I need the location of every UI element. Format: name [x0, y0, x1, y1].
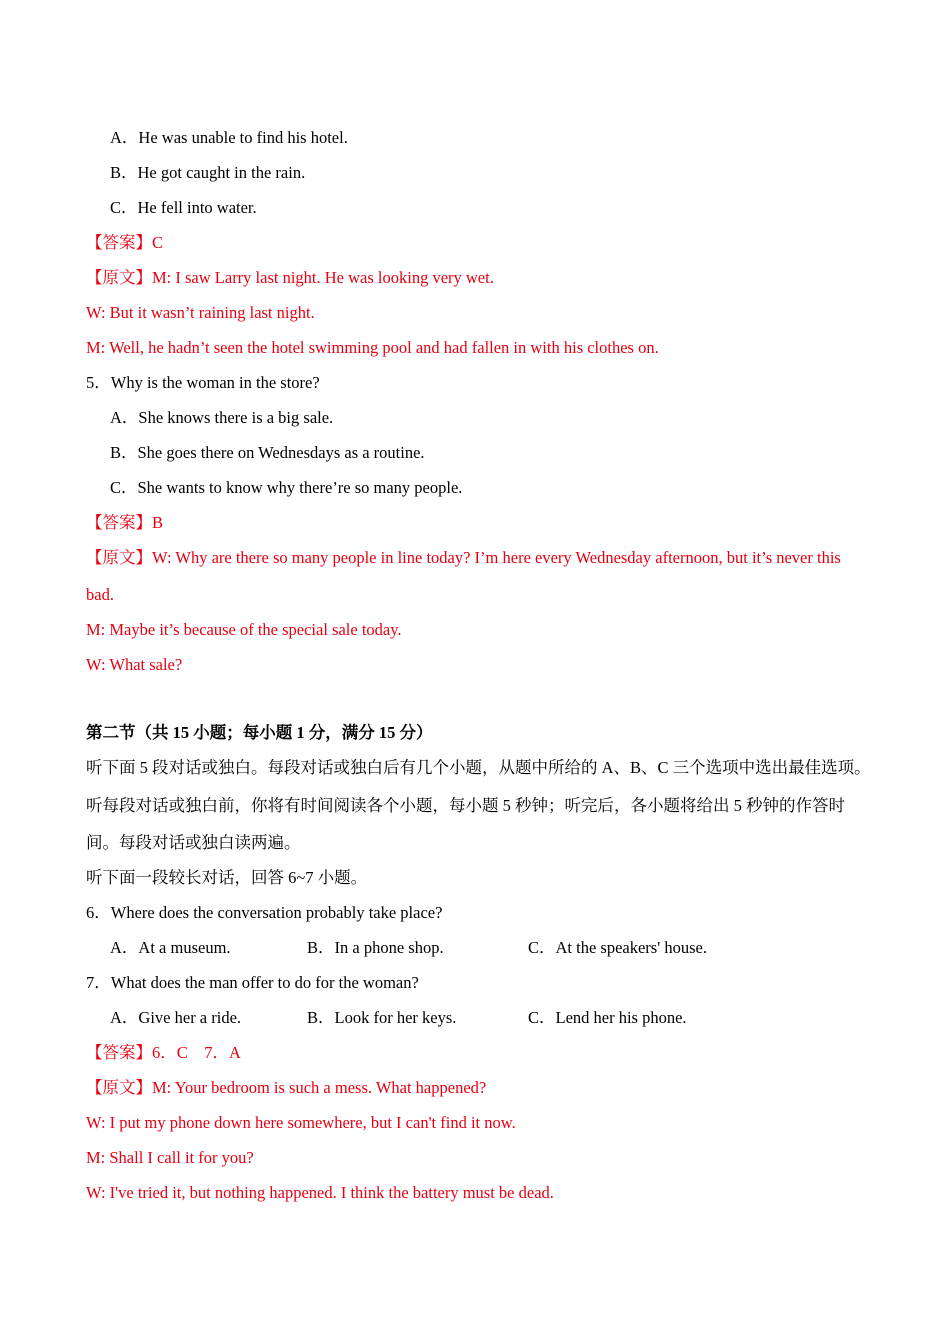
q4-transcript-text: M: I saw Larry last night. He was looking very wet. [152, 268, 494, 287]
q4-option-a: A．He was unable to find his hotel. [110, 128, 348, 147]
q6-question: 6．Where does the conversation probably take place? [86, 903, 443, 922]
q67-transcript-text: M: Your bedroom is such a mess. What happened? [152, 1078, 487, 1097]
section2-instruction-3: 间。每段对话或独白读两遍。 [86, 833, 301, 852]
q4-transcript-line-1 [86, 268, 494, 288]
q5-option-c: C．She wants to know why there’re so many people. [110, 478, 463, 497]
q6-option-a: A．At a museum. [110, 938, 231, 957]
q5-transcript-label: 【原文】 [86, 548, 152, 567]
q4-answer: 【答案】C [86, 233, 164, 252]
q7-option-c: C．Lend her his phone. [528, 1008, 687, 1027]
section2-heading: 第二节（共 15 小题；每小题 1 分，满分 15 分） [86, 723, 433, 742]
q67-transcript-line-2: W: I put my phone down here somewhere, but I can't find it now. [86, 1113, 516, 1132]
q5-transcript-text: W: Why are there so many people in line today? I’m here every Wednesday afternoon, but it’s never this [152, 548, 841, 567]
q6-option-c: C．At the speakers' house. [528, 938, 707, 957]
q7-question: 7．What does the man offer to do for the woman? [86, 973, 419, 992]
section2-instruction-1: 听下面 5 段对话或独白。每段对话或独白后有几个小题，从题中所给的 A、B、C 三个选项中选出最佳选项。 [86, 758, 871, 777]
q67-transcript-line-4: W: I've tried it, but nothing happened. I think the battery must be dead. [86, 1183, 554, 1202]
q4-option-b: B．He got caught in the rain. [110, 163, 306, 182]
q7-option-b: B．Look for her keys. [307, 1008, 457, 1027]
q5-transcript-line-2: M: Maybe it’s because of the special sale today. [86, 620, 402, 639]
q4-option-c: C．He fell into water. [110, 198, 257, 217]
q67-transcript-label: 【原文】 [86, 1078, 152, 1097]
q5-option-a: A．She knows there is a big sale. [110, 408, 334, 427]
q5-transcript-line-1-cont: bad. [86, 585, 114, 604]
q67-transcript-line-1 [86, 1078, 486, 1098]
q5-question: 5．Why is the woman in the store? [86, 373, 320, 392]
q67-answer: 【答案】6．C 7．A [86, 1043, 241, 1062]
q6-option-b: B．In a phone shop. [307, 938, 444, 957]
q5-transcript-line-3: W: What sale? [86, 655, 183, 674]
q4-transcript-line-2: W: But it wasn’t raining last night. [86, 303, 315, 322]
q5-transcript-line-1 [86, 548, 841, 568]
section2-group-intro: 听下面一段较长对话，回答 6~7 小题。 [86, 868, 368, 887]
q5-answer: 【答案】B [86, 513, 164, 532]
q7-option-a: A．Give her a ride. [110, 1008, 242, 1027]
q67-transcript-line-3: M: Shall I call it for you? [86, 1148, 254, 1167]
q5-option-b: B．She goes there on Wednesdays as a routine. [110, 443, 425, 462]
q4-transcript-label: 【原文】 [86, 268, 152, 287]
q4-transcript-line-3: M: Well, he hadn’t seen the hotel swimming pool and had fallen in with his clothes on. [86, 338, 659, 357]
section2-instruction-2: 听每段对话或独白前，你将有时间阅读各个小题，每小题 5 秒钟；听完后，各小题将给出 5 秒钟的作答时 [86, 796, 845, 815]
